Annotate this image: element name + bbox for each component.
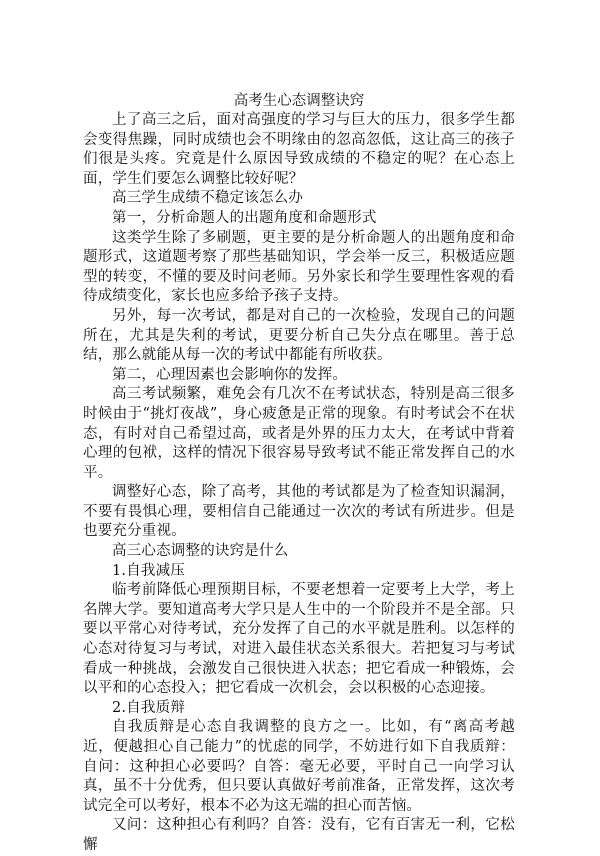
paragraph-brush-questions: 这类学生除了多刷题，更主要的是分析命题人的出题角度和命题形式，这道题考察了那些基础知识，学会举一反三，积极适应题型的转变，不懂的要及时问老师。另外家长和学生要理性客观的看待成绩变化，家长也应多给予孩子支持。 <box>83 229 515 305</box>
heading-self-questioning: 2.自我质辩 <box>112 699 186 716</box>
heading-mindset-tips: 高三心态调整的诀窍是什么 <box>112 543 289 560</box>
heading-unstable-grades: 高三学生成绩不稳定该怎么办 <box>112 190 304 207</box>
paragraph-lower-expectations: 临考前降低心理预期目标，不要老想着一定要考上大学，考上名牌大学。要知道高考大学只是人生中的一个阶段并不是全部。只要以平常心对待考试，充分发挥了自己的水平就是胜利。以怎样的心态对待复习与考试，对进入最佳状态关系很大。若把复习与考试看成一种挑战，会激发自己很快进入状态；把它看成一种锻炼，会以平和的心态投入；把它看成一次机会，会以积极的心态迎接。 <box>83 582 515 697</box>
paragraph-intro: 上了高三之后，面对高强度的学习与巨大的压力，很多学生都会变得焦躁，同时成绩也会不明缘由的忽高忽低，这让高三的孩子们很是头疼。究竟是什么原因导致成绩的不稳定的呢？在心态上面，学生们要怎么调整比较好呢？ <box>83 112 515 187</box>
paragraph-adjust-mindset: 调整好心态，除了高考，其他的考试都是为了检查知识漏洞，不要有畏惧心理，要相信自己能通过一次次的考试有所进步。但是也要充分重视。 <box>83 484 515 540</box>
document-page <box>83 91 515 856</box>
heading-point-one: 第一，分析命题人的出题角度和命题形式 <box>112 209 377 226</box>
paragraph-every-exam: 另外，每一次考试，都是对自己的一次检验，发现自己的问题所在，尤其是失利的考试，更要分析自己失分点在哪里。善于总结，那么就能从每一次的考试中都能有所收获。 <box>83 307 515 364</box>
heading-self-decompress: 1.自我减压 <box>112 562 186 579</box>
paragraph-ask-again: 又问：这种担心有利吗？自答：没有，它有百害无一利，它松懈 <box>83 817 515 853</box>
paragraph-frequent-exams: 高三考试频繁，难免会有几次不在考试状态，特别是高三很多时候由于“挑灯夜战”，身心疲惫是正常的现象。有时考试会不在状态，有时对自己希望过高，或者是外界的压力太大，在考试中背着心理的包袱，这样的情况下很容易导致考试不能正常发挥自己的水平。 <box>83 386 515 481</box>
paragraph-self-questioning: 自我质辩是心态自我调整的良方之一。比如，有“离高考越近，便越担心自己能力”的忧虑的同学，不妨进行如下自我质辩：自问：这种担心必要吗？自答：毫无必要，平时自己一向学习认真，虽不十分优秀，但只要认真做好考前准备，正常发挥，这次考试完全可以考好，根本不必为这无端的担心而苦恼。 <box>83 719 515 814</box>
heading-point-two: 第二，心理因素也会影响你的发挥。 <box>112 366 348 383</box>
document-title: 高考生心态调整诀窍 <box>233 93 365 109</box>
